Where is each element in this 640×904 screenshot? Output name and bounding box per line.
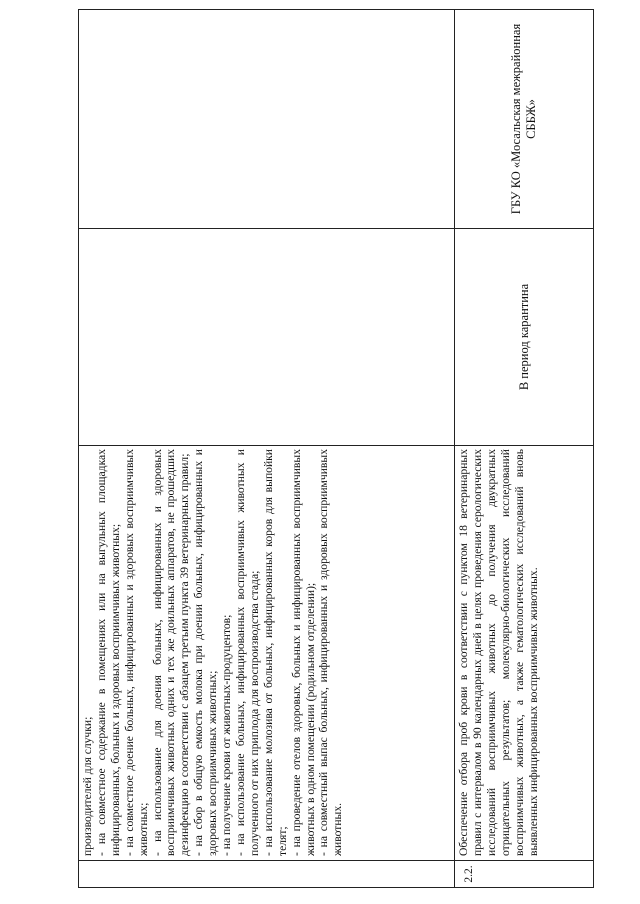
period-cell	[79, 229, 455, 446]
table-row	[455, 10, 594, 888]
responsible-cell	[79, 10, 455, 229]
measure-line: - на сбор в общую емкость молока при доении больных, инфицированных и здоровых восприимчивых животных;	[192, 449, 220, 856]
responsible-cell: ГБУ КО «Мосальская межрайонная СББЖ»	[455, 10, 594, 229]
rotated-table-wrapper	[78, 23, 593, 888]
measure-description-cell	[79, 446, 455, 861]
measure-line: - на получение крови от животных-продуцентов;	[220, 614, 234, 856]
measure-line: - на использование больных, инфицированных восприимчивых животных и полученного от них приплода для воспроизводства стада;	[233, 449, 261, 856]
period-cell: В период карантина	[455, 229, 594, 446]
measure-line: - на использование для доения больных, инфицированных и здоровых восприимчивых животных одних и тех же доильных аппаратов, не прошедших дезинфекцию в соответствии с абзацем третьим пункта 39 ветеринарных правил;	[150, 449, 192, 856]
row-number-cell: 2.2.	[455, 861, 594, 888]
measure-line: - на совместное содержание в помещениях или на выгульных площадках инфицированных, больных и здоровых восприимчивых животных;	[94, 449, 122, 856]
measure-line: - на использование молозива от больных, инфицированных коров для выпойки телят;	[261, 449, 289, 856]
measure-text	[79, 446, 345, 860]
row-number-cell	[79, 861, 455, 888]
measure-line: - на проведение отелов здоровых, больных и инфицированных восприимчивых животных в одном помещении (родильном отделении);	[289, 449, 317, 856]
measure-line: - на совместный выпас больных, инфицированных и здоровых восприимчивых животных.	[317, 449, 345, 856]
measure-description-cell	[455, 446, 594, 861]
measures-table	[78, 9, 594, 888]
measure-line: - на совместное доение больных, инфицированных и здоровых восприимчивых животных;	[122, 449, 150, 856]
table-row	[79, 10, 455, 888]
measure-text: Обеспечение отбора проб крови в соответствии с пунктом 18 ветеринарных правил с интервалом в 90 календарных дней в целях проведения серологических исследований восприимчивых животных до получения двукратных отрицательных результатов; молекулярно-биологических исследований восприимчивых животных, а также гематологических исследований вновь выявленных инфицированных восприимчивых животных.	[457, 449, 540, 856]
measure-line: производителей для случки;	[81, 716, 94, 856]
